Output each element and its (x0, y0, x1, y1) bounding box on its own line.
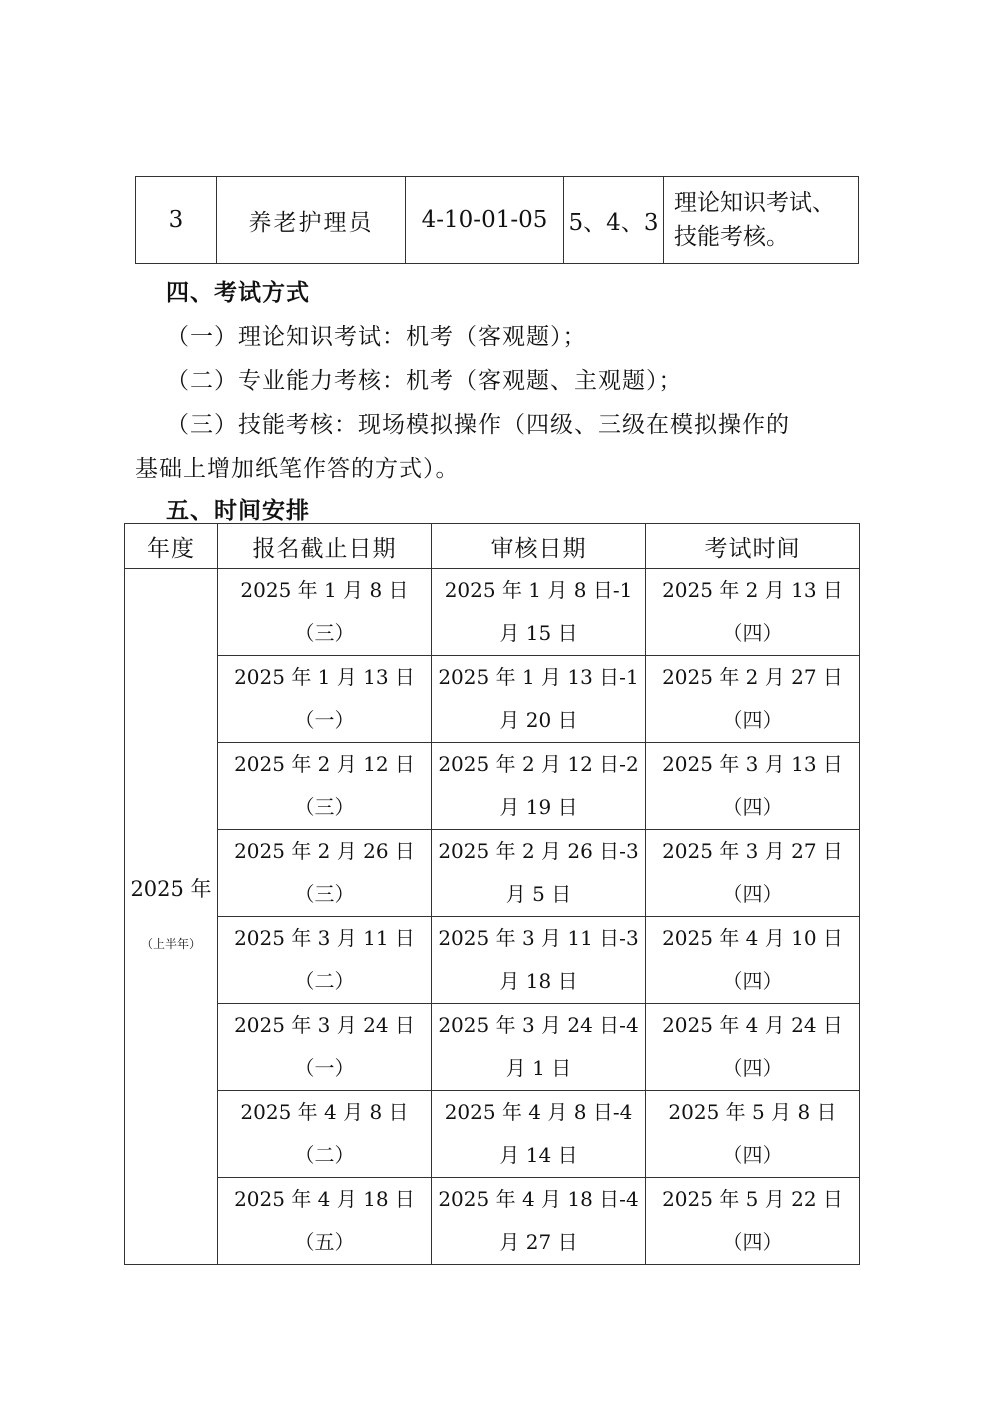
table-row (125, 830, 860, 917)
exam-cell (646, 656, 860, 743)
review-cell (432, 830, 646, 917)
section4-item3-line2: 基础上增加纸笔作答的方式）。 (135, 456, 460, 482)
exam-line: 2025 年 4 月 10 日 (662, 926, 843, 950)
deadline-cell (218, 1178, 432, 1265)
exam-line: 2025 年 5 月 22 日 (662, 1187, 843, 1211)
deadline-cell (218, 1091, 432, 1178)
exam-cell (646, 1091, 860, 1178)
review-cell (432, 743, 646, 830)
header-deadline: 报名截止日期 (218, 524, 432, 569)
deadline-line: 2025 年 3 月 11 日 (234, 926, 415, 950)
year-half-label: （上半年） (140, 936, 201, 951)
table-row (125, 917, 860, 1004)
review-cell (432, 1178, 646, 1265)
header-exam: 考试时间 (646, 524, 860, 569)
review-line: 2025 年 4 月 18 日-4 (438, 1187, 639, 1211)
exam-cell (646, 1178, 860, 1265)
deadline-cell (218, 569, 432, 656)
review-line: 2025 年 3 月 24 日-4 (438, 1013, 639, 1037)
section4-item2: （二）专业能力考核：机考（客观题、主观题）； (166, 368, 683, 394)
exam-cell (646, 569, 860, 656)
exam-cell (646, 1004, 860, 1091)
schedule-header-row (125, 524, 860, 569)
deadline-line: （一） (294, 1056, 355, 1080)
review-line: 2025 年 2 月 26 日-3 (438, 839, 639, 863)
exam-line: （四） (722, 1143, 783, 1167)
review-line: 月 1 日 (505, 1056, 572, 1080)
section4-item1: （一）理论知识考试：机考（客观题）； (166, 324, 587, 350)
exam-line: （四） (722, 795, 783, 819)
table-row (125, 743, 860, 830)
year-cell (125, 569, 218, 1265)
exam-line: 2025 年 5 月 8 日 (668, 1100, 837, 1124)
deadline-cell (218, 743, 432, 830)
year-label: 2025 年 (130, 876, 212, 901)
review-line: 2025 年 1 月 8 日-1 (444, 578, 633, 602)
table-row (125, 656, 860, 743)
review-cell (432, 569, 646, 656)
review-cell (432, 917, 646, 1004)
deadline-cell (218, 656, 432, 743)
deadline-line: （二） (294, 969, 355, 993)
review-line: 2025 年 3 月 11 日-3 (438, 926, 639, 950)
exam-line: 2025 年 4 月 24 日 (662, 1013, 843, 1037)
occupation-name: 养老护理员 (217, 177, 406, 264)
header-review: 审核日期 (432, 524, 646, 569)
section4-item3-line1: （三）技能考核：现场模拟操作（四级、三级在模拟操作的 (166, 412, 790, 438)
deadline-line: （二） (294, 1143, 355, 1167)
occupation-row (136, 177, 859, 264)
exam-line: 2025 年 2 月 13 日 (662, 578, 843, 602)
occupation-levels: 5、4、3 (564, 177, 664, 264)
header-year: 年度 (125, 524, 218, 569)
deadline-line: 2025 年 2 月 26 日 (234, 839, 415, 863)
exam-line: （四） (722, 708, 783, 732)
exam-line: （四） (722, 621, 783, 645)
review-cell (432, 1091, 646, 1178)
deadline-cell (218, 830, 432, 917)
section4-heading: 四、考试方式 (166, 280, 310, 306)
occupation-method (664, 177, 859, 264)
deadline-line: 2025 年 3 月 24 日 (234, 1013, 415, 1037)
occupation-code: 4-10-01-05 (406, 177, 564, 264)
exam-line: 2025 年 2 月 27 日 (662, 665, 843, 689)
review-line: 月 15 日 (499, 621, 578, 645)
review-line: 月 20 日 (499, 708, 578, 732)
table-row (125, 1004, 860, 1091)
table-row (125, 1178, 860, 1265)
deadline-cell (218, 1004, 432, 1091)
deadline-line: （三） (294, 795, 355, 819)
exam-line: 2025 年 3 月 27 日 (662, 839, 843, 863)
exam-line: 2025 年 3 月 13 日 (662, 752, 843, 776)
method-line-2: 技能考核。 (674, 224, 789, 250)
exam-line: （四） (722, 969, 783, 993)
table-row (125, 569, 860, 656)
deadline-line: 2025 年 4 月 8 日 (240, 1100, 409, 1124)
review-line: 月 5 日 (505, 882, 572, 906)
review-cell (432, 1004, 646, 1091)
deadline-line: 2025 年 2 月 12 日 (234, 752, 415, 776)
review-line: 2025 年 2 月 12 日-2 (438, 752, 639, 776)
table-row (125, 1091, 860, 1178)
deadline-line: 2025 年 1 月 13 日 (234, 665, 415, 689)
occupation-table (135, 176, 859, 264)
exam-line: （四） (722, 1230, 783, 1254)
exam-line: （四） (722, 882, 783, 906)
exam-cell (646, 830, 860, 917)
exam-line: （四） (722, 1056, 783, 1080)
deadline-line: （三） (294, 621, 355, 645)
review-line: 月 14 日 (499, 1143, 578, 1167)
review-line: 2025 年 1 月 13 日-1 (438, 665, 639, 689)
deadline-line: （五） (294, 1230, 355, 1254)
review-line: 月 19 日 (499, 795, 578, 819)
schedule-table (124, 523, 860, 1265)
method-line-1: 理论知识考试、 (674, 190, 835, 216)
deadline-line: 2025 年 4 月 18 日 (234, 1187, 415, 1211)
exam-cell (646, 743, 860, 830)
review-cell (432, 656, 646, 743)
deadline-line: （三） (294, 882, 355, 906)
review-line: 月 27 日 (499, 1230, 578, 1254)
deadline-cell (218, 917, 432, 1004)
occupation-index: 3 (136, 177, 217, 264)
deadline-line: 2025 年 1 月 8 日 (240, 578, 409, 602)
deadline-line: （一） (294, 708, 355, 732)
review-line: 2025 年 4 月 8 日-4 (444, 1100, 633, 1124)
section5-heading: 五、时间安排 (166, 498, 310, 524)
review-line: 月 18 日 (499, 969, 578, 993)
exam-cell (646, 917, 860, 1004)
